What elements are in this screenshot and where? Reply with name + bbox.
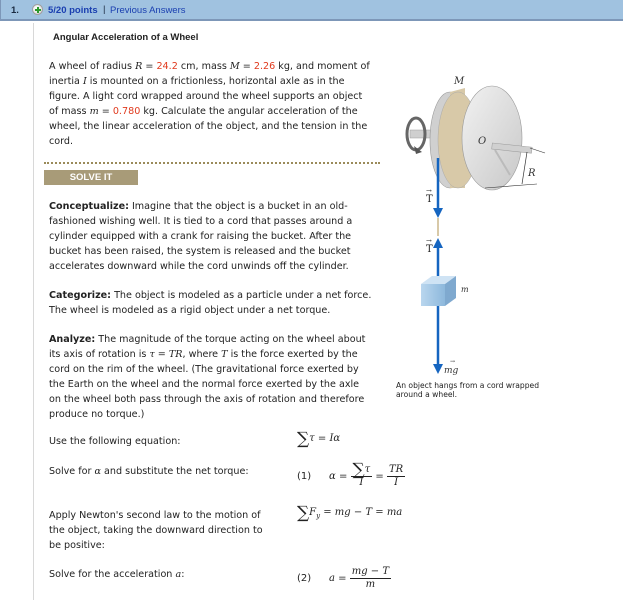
frac-den: I: [394, 477, 399, 488]
section-label: Conceptualize:: [49, 201, 129, 212]
svg-text:→: →: [426, 187, 432, 195]
left-divider: [33, 23, 34, 600]
step-label: Use the following equation:: [49, 436, 181, 447]
equation-number: (2): [297, 573, 312, 584]
eq-equals: =: [372, 471, 387, 482]
equation-1: [297, 460, 405, 489]
torque-equation: τ = TR: [149, 349, 183, 360]
eq-rhs: Iα: [329, 433, 341, 444]
step-label: [49, 567, 184, 582]
eq-rhs: = mg − T = ma: [320, 507, 403, 518]
fraction: [351, 460, 373, 489]
symbol-a: a: [175, 569, 182, 580]
equation-2: [297, 566, 391, 591]
question-number: 1.: [11, 5, 19, 16]
eq-lhs: α: [329, 471, 336, 482]
frac-num: mg − T: [351, 566, 390, 577]
step-text: Solve for: [49, 466, 95, 477]
section-label: Categorize:: [49, 290, 112, 301]
fraction: [350, 566, 391, 591]
wheel-disc: [462, 86, 522, 190]
section-text: Imagine that the object is a bucket in an old-fashioned wishing well. It is tied to a cord that passes around a cylinder equipped with a crank for raising the bucket. After the bucket has been raised, the system is released and the bucket accelerates downward while the cord unwinds off the cylinder.: [49, 201, 353, 272]
dotted-divider: [44, 162, 380, 164]
eq-lhs: F: [309, 507, 317, 518]
frac-den: I: [359, 477, 364, 488]
mass-object-value: 0.780: [112, 106, 141, 117]
sum-symbol: ∑: [297, 429, 310, 449]
statement-text: kg. Calculate the angular acceleration of the wheel, the linear acceleration of the object, and the tension in the cord.: [49, 106, 368, 147]
problem-title: Angular Acceleration of a Wheel: [53, 32, 199, 43]
frac-num: TR: [388, 464, 404, 475]
mass-wheel-value: 2.26: [253, 61, 276, 72]
conceptualize-section: [49, 199, 374, 274]
step-text: and substitute the net torque:: [100, 466, 249, 477]
step-text: Solve for the acceleration: [49, 569, 176, 580]
equals: =: [142, 61, 157, 72]
symbol-T: T: [221, 349, 228, 360]
separator: |: [103, 4, 106, 15]
categorize-section: [49, 288, 374, 318]
statement-text: kg, and moment of inertia: [49, 61, 370, 87]
equation-newton: [297, 503, 402, 523]
section-label: Analyze:: [49, 334, 96, 345]
statement-text: cm, mass: [177, 61, 230, 72]
fraction: [387, 464, 405, 489]
symbol-M: M: [229, 61, 240, 72]
symbol-R: R: [135, 61, 143, 72]
sum-symbol: ∑: [352, 460, 365, 480]
step-label: [49, 464, 249, 479]
label-M: M: [454, 76, 465, 87]
plus-circle-icon[interactable]: [32, 4, 43, 15]
label-T-bottom: T: [426, 244, 433, 255]
step-text: :: [181, 569, 185, 580]
label-R: R: [528, 168, 536, 179]
label-mg: mg: [444, 366, 459, 376]
subscript: y: [316, 512, 321, 520]
svg-text:→: →: [426, 237, 432, 245]
section-text: The magnitude of the torque acting on the wheel about its axis of rotation is: [49, 334, 366, 360]
svg-text:→: →: [450, 358, 456, 365]
analyze-section: [49, 332, 374, 422]
radius-dimension: [522, 152, 527, 184]
eq-equals: =: [334, 573, 350, 584]
problem-statement: [49, 59, 374, 149]
label-T-top: T: [426, 194, 433, 205]
equation-torque: [297, 429, 340, 449]
previous-answers-link[interactable]: Previous Answers: [110, 5, 186, 16]
symbol-m: m: [89, 106, 99, 117]
figure-caption: An object hangs from a cord wrapped around a wheel.: [396, 381, 540, 399]
radius-value: 24.2: [156, 61, 178, 72]
eq-equals: =: [314, 433, 330, 444]
section-text: is the force exerted by the cord on the rim of the wheel. (The gravitational force exerted by the Earth on the wheel and the normal force exerted by the axle on the wheel both pass through the axis of rotation and therefore produce no torque.): [49, 349, 365, 420]
label-O: O: [478, 136, 487, 147]
eq-lhs: τ: [309, 433, 315, 444]
frac-num: τ: [364, 464, 371, 475]
solve-it-banner: SOLVE IT: [44, 170, 138, 185]
equals: =: [98, 106, 113, 117]
wheel-figure: [380, 60, 560, 380]
symbol-I: I: [82, 76, 87, 87]
hanging-block: [421, 284, 445, 306]
points-score: 5/20 points: [48, 5, 98, 16]
statement-text: A wheel of radius: [49, 61, 136, 72]
statement-text: is mounted on a frictionless, horizontal axle as in the figure. A light cord wrapped around the wheel supports an object of mass: [49, 76, 363, 117]
eq-lhs: a: [329, 573, 335, 584]
symbol-alpha: α: [94, 466, 101, 477]
frac-den: m: [365, 579, 376, 590]
equation-number: (1): [297, 471, 312, 482]
step-label: Apply Newton's second law to the motion of the object, taking the downward direction to be positive:: [49, 510, 263, 551]
question-header: [0, 0, 623, 21]
section-text: The object is modeled as a particle under a net force. The wheel is modeled as a rigid object under a net torque.: [49, 290, 372, 316]
label-m: m: [461, 285, 469, 294]
section-text: , where: [182, 349, 222, 360]
equals: =: [239, 61, 254, 72]
sum-symbol: ∑: [297, 503, 310, 523]
eq-equals: =: [335, 471, 351, 482]
